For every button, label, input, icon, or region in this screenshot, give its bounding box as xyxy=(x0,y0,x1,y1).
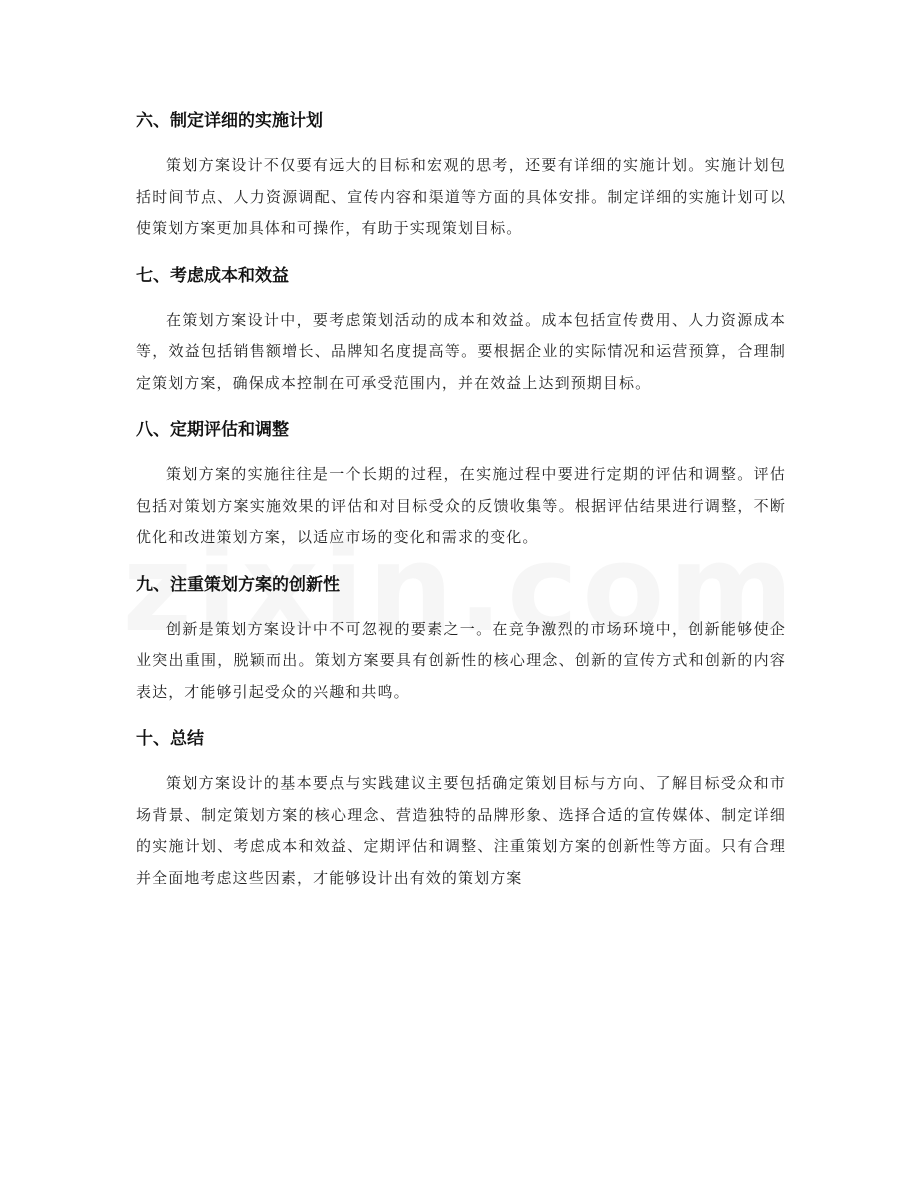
section-6 xyxy=(136,104,786,245)
section-paragraph: 创新是策划方案设计中不可忽视的要素之一。在竞争激烈的市场环境中，创新能够使企业突出重围，脱颖而出。策划方案要具有创新性的核心理念、创新的宣传方式和创新的内容表达，才能够引起受众的兴趣和共鸣。 xyxy=(136,619,786,701)
document-content xyxy=(136,104,786,908)
section-9 xyxy=(136,568,786,709)
section-heading: 十、总结 xyxy=(136,729,204,749)
section-paragraph: 在策划方案设计中，要考虑策划活动的成本和效益。成本包括宣传费用、人力资源成本等，效益包括销售额增长、品牌知名度提高等。要根据企业的实际情况和运营预算，合理制定策划方案，确保成本控制在可承受范围内，并在效益上达到预期目标。 xyxy=(136,310,786,392)
section-paragraph: 策划方案设计的基本要点与实践建议主要包括确定策划目标与方向、了解目标受众和市场背景、制定策划方案的核心理念、营造独特的品牌形象、选择合适的宣传媒体、制定详细的实施计划、考虑成本和效益、定期评估和调整、注重策划方案的创新性等方面。只有合理并全面地考虑这些因素，才能够设计出有效的策划方案 xyxy=(136,774,786,887)
section-heading: 七、考虑成本和效益 xyxy=(136,265,289,286)
section-paragraph: 策划方案的实施往往是一个长期的过程，在实施过程中要进行定期的评估和调整。评估包括对策划方案实施效果的评估和对目标受众的反馈收集等。根据评估结果进行调整，不断优化和改进策划方案，以适应市场的变化和需求的变化。 xyxy=(136,465,786,546)
section-10 xyxy=(136,722,786,894)
section-heading: 六、制定详细的实施计划 xyxy=(136,111,323,131)
section-7 xyxy=(136,259,786,400)
section-heading: 八、定期评估和调整 xyxy=(136,420,289,440)
section-paragraph: 策划方案设计不仅要有远大的目标和宏观的思考，还要有详细的实施计划。实施计划包括时间节点、人力资源调配、宣传内容和渠道等方面的具体安排。制定详细的实施计划可以使策划方案更加具体和可操作，有助于实现策划目标。 xyxy=(136,156,786,237)
section-heading: 九、注重策划方案的创新性 xyxy=(136,574,340,595)
section-8 xyxy=(136,413,786,554)
